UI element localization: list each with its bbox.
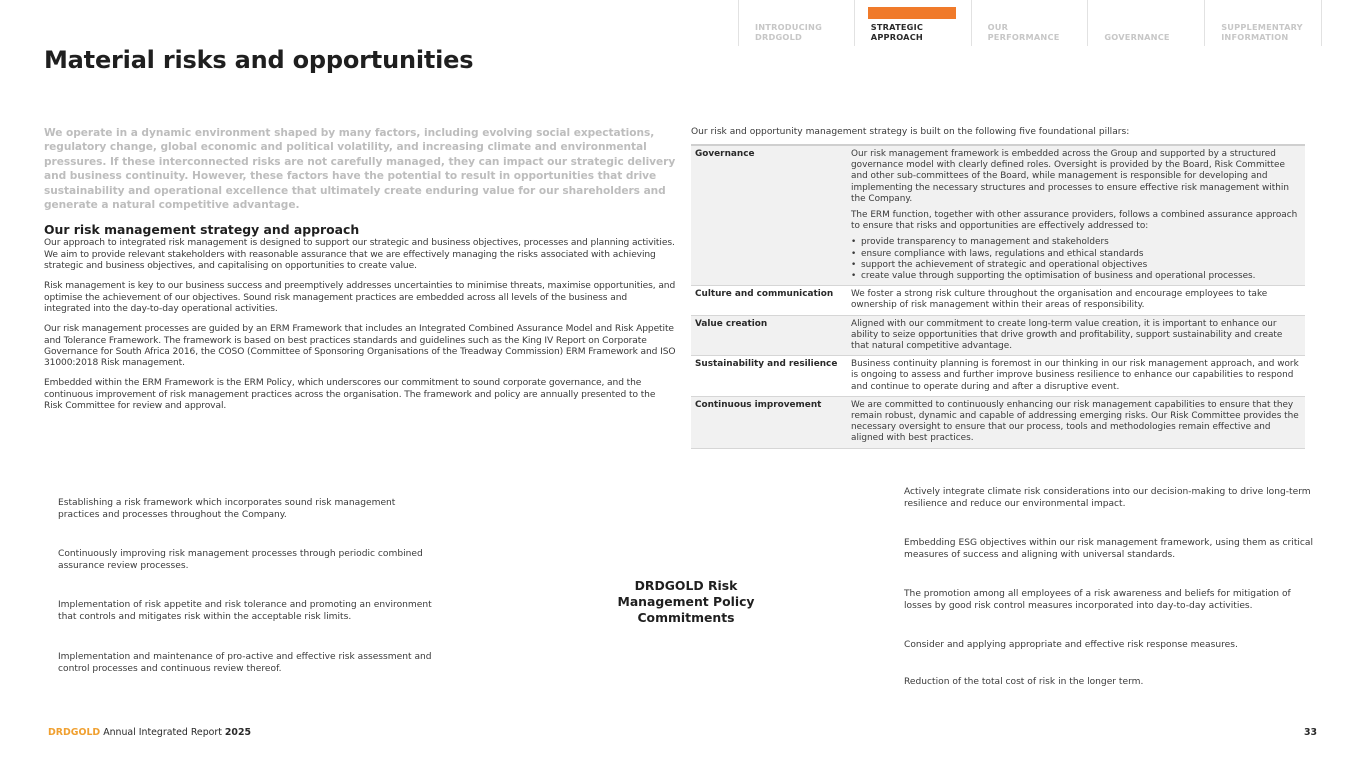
pillar-description: We are committed to continuously enhancing our risk management capabilities to ensure that they remain robust, dynamic and capable of addressing emerging risks. Our Risk Committee provides the necessary oversight to ensure that our process, tools and methodologies remain effective and aligned with best practices. [847, 396, 1305, 448]
tab-label: SUPPLEMENTARY INFORMATION [1221, 22, 1303, 42]
body-paragraph: Risk management is key to our business success and preemptively addresses uncertainties to minimise threats, maximise opportunities, and optimise the achievement of our objectives. Sound risk management practices are embedded across all levels of the business and integrated into the day-to-day operational activities. [44, 281, 676, 314]
pillar-description [847, 145, 1305, 286]
commitments-title: DRDGOLD Risk Management Policy Commitments [617, 578, 755, 625]
body-paragraph: Our risk management processes are guided by an ERM Framework that includes an Integrated Combined Assurance Model and Risk Appetite and Tolerance Framework. The framework is based on best practices standards and guidelines such as the King IV Report on Corporate Governance for South Africa 2016, the COSO (Committee of Sponsoring Organisations of the Treadway Commission) ERM Framework and ISO 31000:2018 Risk management. [44, 324, 676, 369]
pillar-name: Governance [691, 145, 847, 286]
tab-label: OUR PERFORMANCE [987, 22, 1060, 42]
left-column [44, 126, 676, 421]
pillar-name: Value creation [691, 315, 847, 356]
pillar-name: Sustainability and resilience [691, 356, 847, 397]
table-row [691, 286, 1305, 315]
commitment-item: Consider and applying appropriate and effective risk response measures. [904, 640, 1238, 650]
tab-our-performance[interactable] [972, 0, 1089, 46]
cell-paragraph: Our risk management framework is embedded across the Group and supported by a structured governance model with clearly defined roles. Oversight is provided by the Board, Risk Committee and other sub-committees of the Board, while management is responsible for developing and implementing the necessary structures and processes to ensure effective risk management within the Company. [851, 149, 1289, 204]
page-title: Material risks and opportunities [44, 46, 474, 74]
tab-introducing-drdgold[interactable] [738, 0, 855, 46]
commitment-item: Implementation and maintenance of pro-active and effective risk assessment and control processes and continuous review thereof. [58, 652, 432, 674]
table-row [691, 396, 1305, 448]
footer-report-name: Annual Integrated Report [100, 727, 225, 738]
commitment-item: Implementation of risk appetite and risk tolerance and promoting an environment that controls and mitigates risk within the acceptable risk limits. [58, 600, 432, 622]
pillar-description: Aligned with our commitment to create long-term value creation, it is important to enhance our ability to seize opportunities that drive growth and profitability, support sustainability and create that natural competitive advantage. [847, 315, 1305, 356]
bullet-list [851, 237, 1301, 282]
pillars-intro: Our risk and opportunity management strategy is built on the following five foundational pillars: [691, 127, 1130, 137]
table-row [691, 315, 1305, 356]
commitment-item: Embedding ESG objectives within our risk management framework, using them as critical measures of success and aligning with universal standards. [904, 538, 1314, 560]
body-paragraph: Embedded within the ERM Framework is the ERM Policy, which underscores our commitment to sound corporate governance, and the continuous improvement of risk management practices across the organisation. The framework and policy are annually presented to the Risk Committee for review and approval. [44, 378, 656, 411]
list-item: • create value through supporting the optimisation of business and operational processes. [851, 271, 1301, 282]
commitment-item: The promotion among all employees of a risk awareness and beliefs for mitigation of losses by good risk control measures incorporated into day-to-day activities. [904, 589, 1291, 611]
table-row [691, 145, 1305, 286]
body-paragraph: Our approach to integrated risk management is designed to support our strategic and business objectives, processes and planning activities. We aim to provide relevant stakeholders with reasonable assurance that we are effectively managing the risks associated with achieving strategic and business objectives, and capitalising on opportunities to create value. [44, 238, 675, 272]
commitment-item: Establishing a risk framework which incorporates sound risk management practices and processes throughout the Company. [58, 498, 396, 520]
section-heading: Our risk management strategy and approach [44, 222, 360, 238]
pillar-description: We foster a strong risk culture throughout the organisation and encourage employees to take ownership of risk management within their areas of responsibility. [847, 286, 1305, 315]
active-tab-indicator [868, 7, 956, 19]
tab-strategic-approach[interactable] [855, 0, 972, 46]
commitment-item: Continuously improving risk management processes through periodic combined assurance review processes. [58, 549, 423, 571]
pillars-table [691, 144, 1305, 449]
tab-supplementary-information[interactable] [1205, 0, 1322, 46]
pillar-description: Business continuity planning is foremost in our thinking in our risk management approach, and work is ongoing to assess and further improve business resilience to enhance our capabilities to respond and continue to operate during and after a disruptive event. [847, 356, 1305, 397]
intro-paragraph: We operate in a dynamic environment shaped by many factors, including evolving social expectations, regulatory change, global economic and political volatility, and increasing climate and environmental pressures. If these interconnected risks are not carefully managed, they can impact our strategic delivery and business continuity. However, these factors have the potential to result in opportunities that drive sustainability and operational excellence that ultimately create enduring value for our shareholders and generate a natural competitive advantage. [44, 127, 676, 212]
commitment-item: Actively integrate climate risk considerations into our decision-making to drive long-term resilience and reduce our environmental impact. [904, 487, 1311, 509]
section-nav [738, 0, 1322, 46]
commitment-item: Reduction of the total cost of risk in the longer term. [904, 677, 1144, 687]
footer [48, 727, 251, 738]
tab-label: INTRODUCING DRDGOLD [755, 22, 823, 42]
tab-governance[interactable] [1088, 0, 1205, 46]
footer-year: 2025 [224, 727, 251, 738]
tab-label: STRATEGIC APPROACH [870, 22, 924, 42]
list-item: • provide transparency to management and stakeholders [851, 237, 1301, 248]
footer-brand: DRDGOLD [48, 727, 101, 738]
pillar-name: Culture and communication [691, 286, 847, 315]
table-row [691, 356, 1305, 397]
pillars-section [691, 126, 1305, 449]
list-item: • support the achievement of strategic and operational objectives [851, 260, 1301, 271]
list-item: • ensure compliance with laws, regulations and ethical standards [851, 249, 1301, 260]
page-number: 33 [1303, 727, 1317, 738]
pillar-name: Continuous improvement [691, 396, 847, 448]
tab-label: GOVERNANCE [1104, 32, 1170, 42]
cell-paragraph: The ERM function, together with other assurance providers, follows a combined assurance approach to ensure that risks and opportunities are effectively addressed to: [851, 210, 1298, 232]
